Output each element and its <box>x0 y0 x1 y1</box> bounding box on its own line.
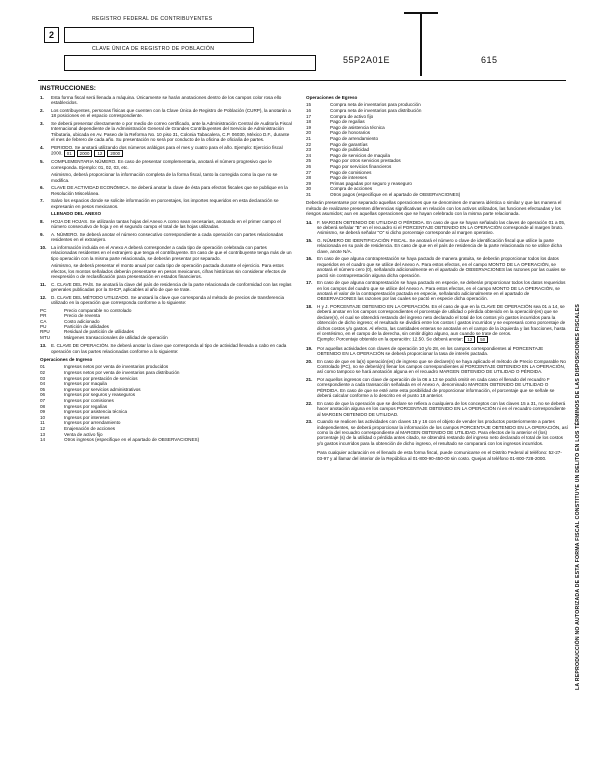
operation-key: 24 <box>306 152 312 158</box>
item-text: En caso de que en la(s) operación(es) de ingreso que se declare(n) se haya aplicado el método de Precio Comparable No Controlado (PC), no se deberá(n) llenar los campos correspondientes al PORCENTAJE OBTENIDO EN LA OPERACIÓN, así como tampoco se hará anotación alguna en el recuadro MARGEN OBTENIDO DE UTILIDAD O PÉRDIDA. <box>317 358 566 375</box>
operation-key: 19 <box>306 124 312 130</box>
item-number: 2. <box>40 108 44 113</box>
method-key: CA <box>40 318 47 324</box>
item-text: LLENADO DEL ANEXO <box>51 211 102 217</box>
item-text: F. MARGEN OBTENIDO DE UTILIDAD O PÉRDIDA. En caso de que se hayan señalado las claves de operación 01 a 05, se deberá señalar "B" en el recuadro si el PORCENTAJE OBTENIDO EN LA OPERACIÓN corresponde al margen bruto. Asimismo, se deberá señalar "O" si dicho porcentaje corresponde al margen operativo. <box>317 219 566 236</box>
example-box: 12 <box>94 150 105 157</box>
instruction-item <box>306 359 568 375</box>
operation-value: Ingresos por arrendamiento <box>64 420 121 426</box>
instructions-title: INSTRUCCIONES: <box>40 85 96 92</box>
instruction-item <box>306 256 568 278</box>
item-number: 10. <box>40 245 47 250</box>
item-text: CLAVE DE ACTIVIDAD ECONÓMICA. Se deberá anotar la clave de ésta para efectos fiscales que se publique en la Resolución Miscelánea. <box>51 185 288 196</box>
operation-value: Venta de activo fijo <box>64 431 103 437</box>
instruction-item <box>40 232 293 243</box>
method-value: Costo adicionado <box>64 318 100 324</box>
period-example-boxes <box>64 150 123 157</box>
operation-value: Otros ingresos (especifique en el apartado de OBSERVACIONES) <box>64 437 200 443</box>
method-key: PC <box>40 307 47 313</box>
item-text: En caso de que alguna contraprestación se haya pactado de manera gratuita, se deberán proporcionar todos los datos requeridos en el cuadro que se utilice del Anexo A. Para estos efectos, en el campo MONTO DE LA OPERACIÓN, se anotará el número cero (0), señalando adicionalmente en el apartado de OBSERVACIONES las razones por las cuales se pactó sin contraprestación alguna dicha operación. <box>317 256 566 278</box>
instruction-item <box>40 172 293 183</box>
item-text: C. CLAVE DEL PAÍS. Se anotará la clave del país de residencia de la parte relacionada de conformidad con las reglas generales publicadas por la SHCP, aplicables al año de que se trate. <box>51 281 292 293</box>
instruction-item <box>40 198 293 209</box>
item-number: 9. <box>40 232 44 237</box>
operation-key: 08 <box>40 403 46 409</box>
operation-key: 22 <box>306 141 312 147</box>
item-number: 11. <box>40 281 47 287</box>
item-number: 3. <box>40 121 44 126</box>
item-number: 4. <box>40 144 44 150</box>
instruction-item <box>306 238 568 254</box>
item-number: 15. <box>306 237 313 243</box>
example-box: 12 <box>464 336 475 343</box>
item-text: En caso de que alguna contraprestación se haya pactado en especie, se deberán proporcionar todos los datos requeridos en los campos del cuadro que se utilice del Anexo A. Para estos efectos, en el campo MONTO DE LA OPERACIÓN, se anotará el valor de la contraprestación pactada en especie, señalando adicionalmente en el apartado de OBSERVACIONES las razones por las cuales se pactó en especie dicha operación. <box>317 280 566 302</box>
item-text: A. NÚMERO. Se deberá anotar el número consecutivo correspondiente a cada operación con partes relacionadas residentes en el extranjero. <box>51 232 284 243</box>
operation-key: 18 <box>306 119 312 125</box>
operation-value: Enajenación de acciones <box>64 426 116 431</box>
operation-key: 14 <box>40 437 46 443</box>
curp-label: CLAVE ÚNICA DE REGISTRO DE POBLACIÓN <box>92 46 215 52</box>
item-text: Por aquellas actividades con claves de operación 10 y/o 28, en los campos correspondientes al PORCENTAJE OBTENIDO EN LA OPERACIÓN se deberá proporcionar la tasa de interés pactada. <box>317 345 544 356</box>
operation-key: 06 <box>40 392 46 398</box>
item-text: Los contribuyentes, personas físicas que cuenten con la Clave Única de Registro de Población (CURP), la anotarán a 18 posiciones en el espacio correspondiente. <box>51 108 291 119</box>
method-key: PU <box>40 324 47 330</box>
operation-key: 27 <box>306 169 312 175</box>
right-intro: Deberán presentarse por separado aquellas operaciones que se denominen de manera idéntica o similar y que las manera el método de realizarse presenten diferencias significativas en relación con los activos utilizados, las funciones efectuadas y los riesgos asumidos; aun en aquellas operaciones que se hayan celebrado con la misma parte relacionada. <box>306 200 562 217</box>
footer-contact: Para cualquier aclaración en el llenado de esta forma fiscal, puede comunicarse en el Distrito Federal al teléfono: 52-27-03-97 y al llamar del interior de la República al 01-800-90-450-00 sin costo. Quejas al teléfono 01-800-728-2000. <box>317 450 562 461</box>
item-number: 21. <box>306 377 313 382</box>
method-value: Precio comparable no controlado <box>64 307 132 313</box>
instruction-item <box>306 401 568 417</box>
operation-value: Compra de activo fijo <box>330 113 374 119</box>
instruction-item <box>306 304 568 343</box>
item-text: H y J. PORCENTAJE OBTENIDO EN LA OPERACIÓN. En el caso de que en la CLAVE DE OPERACIÓN sea 01 a 14, se deberá anotar en los campos correspondientes el porcentaje de utilidad o pérdida obtenido en la operación(es) que se declare(n), el cual se obtendrá restando del ingreso neto declarado el total de los costos y/o gastos incurridos para la obtención de dicho ingreso; el resultado se dividirá entre los costos / gastos incurridos y se expresará como porcentaje de dichos costos y/o gastos. Al efecto, las cantidades enteras se anotarán en el campo de la izquierda y las fracciones, hasta el centésimo, en el campo de la derecha, sin omitir dígito alguno, aun cuando se trate de ceros. <box>317 303 566 336</box>
example-text: Ejemplo: Porcentaje obtenido en la operación: 12.50. Se deberá anotar: <box>317 337 464 343</box>
example-box: 01 <box>64 150 75 157</box>
operation-key: 17 <box>306 113 312 119</box>
operation-value: Pago de regalías <box>330 119 365 125</box>
instruction-item <box>40 295 293 306</box>
operation-key: 21 <box>306 135 312 141</box>
right-column <box>306 95 568 461</box>
page-number-box: 2 <box>44 27 59 43</box>
instruction-item <box>306 346 568 357</box>
operation-key: 10 <box>40 414 46 420</box>
instruction-item <box>306 280 568 302</box>
operation-key: 31 <box>306 191 312 197</box>
example-box: 50 <box>477 336 488 343</box>
operation-key: 13 <box>40 431 46 437</box>
operation-value: Pago de garantías <box>330 141 368 147</box>
item-number: 20. <box>306 358 313 364</box>
item-number: 8. <box>40 219 44 224</box>
header-divider-top <box>404 12 438 14</box>
item-text: E. CLAVE DE OPERACIÓN. Se deberá anotar la clave que corresponda al tipo de actividad llevada a cabo en cada operación con las partes relacionadas conforme a lo siguiente: <box>51 343 287 354</box>
operation-value: Compra de acciones <box>330 186 373 192</box>
item-text: Por aquellos ingresos con clave de operación de la 06 a 13 se podrá omitir en cada caso el llenado del recuadro F correspondiente a cada transacción señalada en el Anexo A, denominado MARGEN OBTENIDO DE UTILIDAD O PÉRDIDA. En caso de que se esté ante esta posibilidad de proporcionar información, el porcentaje que se señale se deberá calcular conforme a lo descrito en el punto 18 anterior. <box>317 377 555 399</box>
method-key: RPU <box>40 329 50 335</box>
instruction-item <box>306 220 568 236</box>
item-text: En caso de que la operación que se declare se refiera a cualquiera de los conceptos con las claves 15 a 31, no se deberá hacer anotación alguna en los campos PORCENTAJE OBTENIDO EN LA OPERACIÓN ni en el recuadro correspondiente al MARGEN OBTENIDO DE UTILIDAD. <box>317 400 566 417</box>
percentage-example-boxes <box>464 336 488 343</box>
ingresos-table <box>40 364 293 442</box>
rfc-label: REGISTRO FEDERAL DE CONTRIBUYENTES <box>92 16 213 22</box>
instruction-item <box>40 159 293 170</box>
item-number: 13. <box>40 343 47 349</box>
operation-key: 05 <box>40 386 46 392</box>
operation-key: 15 <box>306 102 312 108</box>
method-key: PR <box>40 313 47 319</box>
instruction-item <box>40 245 293 261</box>
instruction-item <box>40 145 293 157</box>
operation-value: Primas pagadas por seguro y reaseguro <box>330 180 412 186</box>
operation-value: Ingresos por seguros y reaseguros <box>64 392 135 398</box>
operation-value: Ingresos por intereses <box>64 414 110 420</box>
item-text: G. NÚMERO DE IDENTIFICACIÓN FISCAL. Se anotará el número o clave de identificación fiscal que utilice la parte relacionada en su país de residencia. En caso de que en el país de residencia de la parte relacionada no se utilice dicha clave, anote N/A. <box>317 237 562 254</box>
instruction-item <box>40 263 293 279</box>
item-number: 16. <box>306 256 313 262</box>
item-number: 5. <box>40 159 44 165</box>
instruction-item <box>40 282 293 293</box>
item-number <box>40 263 51 279</box>
operation-key: 16 <box>306 108 312 113</box>
operation-key: 07 <box>40 398 46 404</box>
item-text: Cuando se realicen las actividades con claves 15 y 16 con el objeto de vender los productos posteriormente a partes independientes, se deberá proporcionar la información de los campos PORCENTAJE OBTENIDO EN LA OPERACIÓN, así como la del recuadro correspondiente al MARGEN OBTENIDO DE UTILIDAD. Para efectos de lo anterior el (los) porcentaje (s) de la utilidad o pérdida antes citado, se obtendrá restando del ingreso neto declarado el total de los costos y/o gastos incurridos para la obtención de dicho ingreso, el resultado se comparará con los ingresos incurridos. <box>317 419 568 446</box>
item-text: Asimismo, se deberá presentar el monto anual por cada tipo de operación pactada durante el ejercicio. Para estos efectos, los montos señalados deberán presentarse en pesos mexicanos, cifras históricas sin considerar efectos de reexpresión o de reclasificación para presentación en estados financieros. <box>51 263 287 280</box>
item-text: Esta forma fiscal será llenada a máquina. Únicamente se harán anotaciones dentro de los campos color rosa ello establecidos. <box>51 95 282 106</box>
item-text: PERIODO. Se anotará utilizando dos números arábigos para el mes y cuatro para el año. Ejemplo: Ejercicio fiscal 2000. <box>51 144 283 156</box>
item-number: 6. <box>40 185 44 191</box>
instruction-item <box>40 185 293 196</box>
item-number: 12. <box>40 294 47 300</box>
operation-value: Pago de asistencia técnica <box>330 124 385 130</box>
instruction-item <box>40 95 293 106</box>
operation-value: Ingresos por comisiones <box>64 398 114 404</box>
operation-key: 30 <box>306 186 312 192</box>
operation-key: 11 <box>40 420 45 426</box>
operation-key: 09 <box>40 409 46 415</box>
rfc-field[interactable] <box>64 27 254 43</box>
item-number: 19. <box>306 345 313 351</box>
item-text: Se deberá presentar directamente o por medio de correo certificado, ante la Administración Central de Auditoría Fiscal Internacional dependiente de la Administración General de Grandes Contribuyentes del Servicio de Administración Tributaria, ubicada en Av. Paseo de la Reforma No. 10 piso 31, Colonia Tabacalera, C.P. 06030, México D.F., durante el mes de febrero de cada año. Su presentación no será por conducto de la oficina de oficialía de partes. <box>51 121 292 143</box>
operation-key: 12 <box>40 426 46 431</box>
left-column <box>40 95 293 446</box>
curp-field[interactable] <box>64 55 316 71</box>
operation-value: Otros pagos (especifique en el apartado de OBSERVACIONES) <box>330 191 461 197</box>
operation-key: 02 <box>40 370 46 376</box>
item-number: 1. <box>40 95 44 100</box>
operation-key: 01 <box>40 364 46 370</box>
instruction-item <box>306 377 568 399</box>
instruction-item <box>306 419 568 446</box>
instruction-item <box>40 343 293 354</box>
item-number: 14. <box>306 219 313 225</box>
operation-value: Pago por servicios financieros <box>330 163 392 169</box>
operation-key: 03 <box>40 375 46 381</box>
operation-key: 23 <box>306 147 312 153</box>
item-number: 7. <box>40 198 44 204</box>
operation-key: 26 <box>306 163 312 169</box>
item-text: Salvo los espacios donde se solicite información en porcentajes, los importes requeridos en esta declaración se expresarán en pesos mexicanos. <box>51 198 279 209</box>
operation-key: 20 <box>306 130 312 136</box>
operation-value: Ingresos por maquila <box>64 381 107 387</box>
instruction-item <box>40 219 293 230</box>
header-divider-vertical <box>420 12 422 76</box>
item-text: COMPLEMENTARIA NÚMERO. En caso de presentar complementaria, anotará el número progresivo que le corresponda. Ejemplo: 01, 02, 03, etc. <box>51 159 272 170</box>
operation-key: 29 <box>306 180 312 186</box>
ingresos-title: Operaciones de Ingreso <box>40 357 93 363</box>
method-value: Partición de utilidades <box>64 324 109 330</box>
operation-key: 04 <box>40 381 46 387</box>
item-number: 23. <box>306 419 313 425</box>
method-value: Márgenes transaccionales de utilidad de operación <box>64 334 168 340</box>
form-number: 615 <box>481 55 498 65</box>
form-code: 55P2A01E <box>343 55 391 65</box>
operation-key: 25 <box>306 158 312 164</box>
vertical-legal-notice: LA REPRODUCCIÓN NO AUTORIZADA DE ESTA FORMA FISCAL CONSTITUYE UN DELITO EN LOS TÉRMINOS DE LAS DISPOSICIONES FISCALES <box>575 303 581 690</box>
method-key: MTU <box>40 334 50 340</box>
egresos-title: Operaciones de Egreso <box>306 95 358 100</box>
egresos-table <box>306 102 568 197</box>
operation-value: Pago de honorarios <box>330 130 371 136</box>
item-number <box>40 172 51 183</box>
operation-value: Pago de intereses <box>330 175 368 181</box>
example-box: 2000 <box>77 150 93 157</box>
operation-value: Pago de servicios de maquila <box>330 152 391 158</box>
operation-value: Ingresos por prestación de servicios <box>64 375 138 381</box>
example-box: 2000 <box>107 150 123 157</box>
method-value: Precio de reventa <box>64 313 101 319</box>
operation-value: Compra neta de inventarios para distribución <box>330 108 422 113</box>
operation-value: Pago de publicidad <box>330 147 370 153</box>
instruction-item <box>40 121 293 143</box>
item-number: 17. <box>306 280 313 286</box>
item-number: 18. <box>306 303 313 309</box>
operation-value: Ingresos por asistencia técnica <box>64 409 128 415</box>
item-number <box>40 211 51 216</box>
item-text: Asimismo, deberá proporcionar la información completa de la forma fiscal, tanto la corregida como la que no se modifica. <box>51 172 278 183</box>
methods-table <box>40 308 293 340</box>
operation-value: Ingresos netos por venta de inventarios producidos <box>64 364 169 370</box>
operation-value: Compra neta de inventarios para producción <box>330 102 421 108</box>
operation-value: Ingresos por servicios administrativos <box>64 386 141 392</box>
header-rule <box>38 80 566 81</box>
item-number: 22. <box>306 400 313 406</box>
item-text: HOJA DE HOJAS. Se utilizarán tantas hojas del Anexo A como sean necesarias, anotando en el primer campo el número consecutivo de hoja y en el segundo campo el total de las hojas utilizadas. <box>51 219 281 230</box>
method-value: Residual de partición de utilidades <box>64 329 134 335</box>
operation-value: Pago de comisiones <box>330 169 372 175</box>
operation-key: 28 <box>306 175 312 181</box>
operation-value: Pago de arrendamiento <box>330 135 379 141</box>
operation-value: Ingresos netos por venta de inventarios para distribución <box>64 370 180 376</box>
operation-value: Ingresos por regalías <box>64 403 108 409</box>
section-heading <box>40 211 293 216</box>
instruction-item <box>40 108 293 119</box>
item-text: D. CLAVE DEL MÉTODO UTILIZADO. Se anotará la clave que corresponda al método de precios de transferencia utilizado en la operación que corresponda conforme a lo siguiente: <box>51 294 285 306</box>
item-text: La información incluida en el Anexo A deberá corresponder a cada tipo de operación celebrada con partes relacionadas residentes en el extranjero que tenga el contribuyente. En caso de que el contribuyente tenga más de un tipo operación con la misma parte relacionada, se deberán presentar por separado. <box>51 245 292 261</box>
operation-value: Pago por otros servicios prestados <box>330 158 401 164</box>
